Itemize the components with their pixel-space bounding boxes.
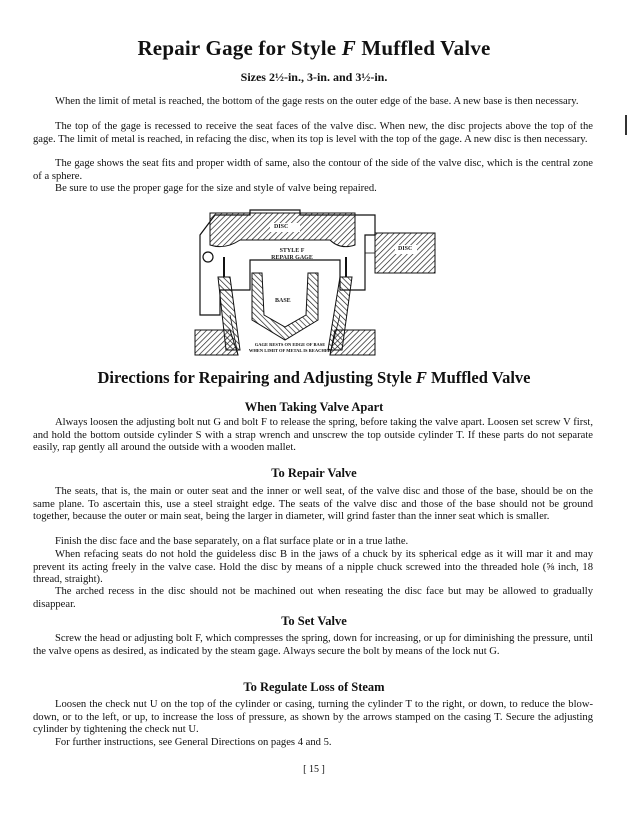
heading-set-valve: To Set Valve [281, 614, 347, 628]
page-title: Repair Gage for Style F Muffled Valve [137, 36, 491, 60]
repair-gage-diagram [190, 205, 450, 365]
directions-title: Directions for Repairing and Adjusting Style F Muffled Valve [97, 368, 531, 387]
page-subtitle: Sizes 2½-in., 3-in. and 3½-in. [240, 70, 388, 84]
intro-paragraph-4: Be sure to use the proper gage for the size and style of valve being repaired. [55, 183, 377, 194]
taking-apart-paragraph: Always loosen the adjusting bolt nut G and bolt F to release the spring, before taking the valve apart. Loosen set screw V first, and hold the bottom outside cylinder S with a strap wrench and unscrew the top outside cylinder T. If these parts do not separate easily, rap gently all around the outside with a wooden mallet. [33, 417, 593, 454]
heading-regulate-steam: To Regulate Loss of Steam [243, 680, 385, 694]
disc-top-label: DISC [274, 224, 289, 230]
figure-caption-2: WHEN LIMIT OF METAL IS REACHED [248, 348, 332, 353]
intro-paragraph-3: The gage shows the seat fits and proper width of same, also the contour of the side of the valve disc, which is the central zone of a sphere. [33, 158, 593, 182]
repair-paragraph-1: The seats, that is, the main or outer seat and the inner or well seat, of the valve disc and those of the base, should be on the same plane. To ascertain this, use a steel straight edge. The seats of the valve disc and those of the base should not be ground together, because the outer or main seat, being the larger in diameter, will grind faster than the inner seat which is smaller. [33, 486, 593, 523]
heading-taking-apart: When Taking Valve Apart [244, 400, 384, 414]
regulate-paragraph-1: Loosen the check nut U on the top of the cylinder or casing, turning the cylinder T to the right, or down, to reduce the blow-down, or to the left, or up, to increase the loss of pressure, as shown by the arrows stamped on the casing T. Secure the adjusting cylinder by tightening the check nut U. [33, 699, 593, 736]
intro-paragraph-1: When the limit of metal is reached, the bottom of the gage rests on the outer edge of the base. A new base is then necessary. [55, 96, 579, 107]
figure-caption-1: GAGE RESTS ON EDGE OF BASE [254, 342, 326, 347]
disc-side-label: DISC [398, 246, 413, 252]
base-well [252, 273, 318, 340]
set-valve-paragraph: Screw the head or adjusting bolt F, which compresses the spring, down for increasing, or up for diminishing the pressure, until the valve opens as desired, as indicated by the steam gage. Always secure the bolt by means of the lock nut G. [33, 633, 593, 657]
heading-repair: To Repair Valve [271, 466, 357, 480]
page-number: [ 15 ] [303, 764, 325, 775]
repair-paragraph-2: Finish the disc face and the base separately, on a flat surface plate or in a true lathe. [55, 536, 409, 547]
margin-mark [625, 115, 627, 135]
style-label-2: REPAIR GAGE [271, 255, 313, 261]
repair-paragraph-3: When refacing seats do not hold the guideless disc B in the jaws of a chuck by its spherical edge as it will mar it and may prevent its acting freely in the valve case. Hold the disc by means of a nipple chuck screwed into the threaded hole (⅝ inch, 18 thread, straight). [33, 549, 593, 586]
base-label: BASE [275, 298, 291, 304]
style-label-1: STYLE F [279, 248, 305, 254]
repair-paragraph-4: The arched recess in the disc should not be machined out when reseating the disc face but may be allowed to gradually disappear. [33, 586, 593, 610]
gage-hole [203, 252, 213, 262]
gage-drawing [190, 205, 450, 365]
intro-paragraph-2: The top of the gage is recessed to receive the seat faces of the valve disc. When new, the disc projects above the top of the gage. The limit of metal is reached, in refacing the disc, when its top is level with the top of the gage. A new disc is then necessary. [33, 121, 593, 145]
regulate-paragraph-2: For further instructions, see General Directions on pages 4 and 5. [55, 737, 332, 748]
